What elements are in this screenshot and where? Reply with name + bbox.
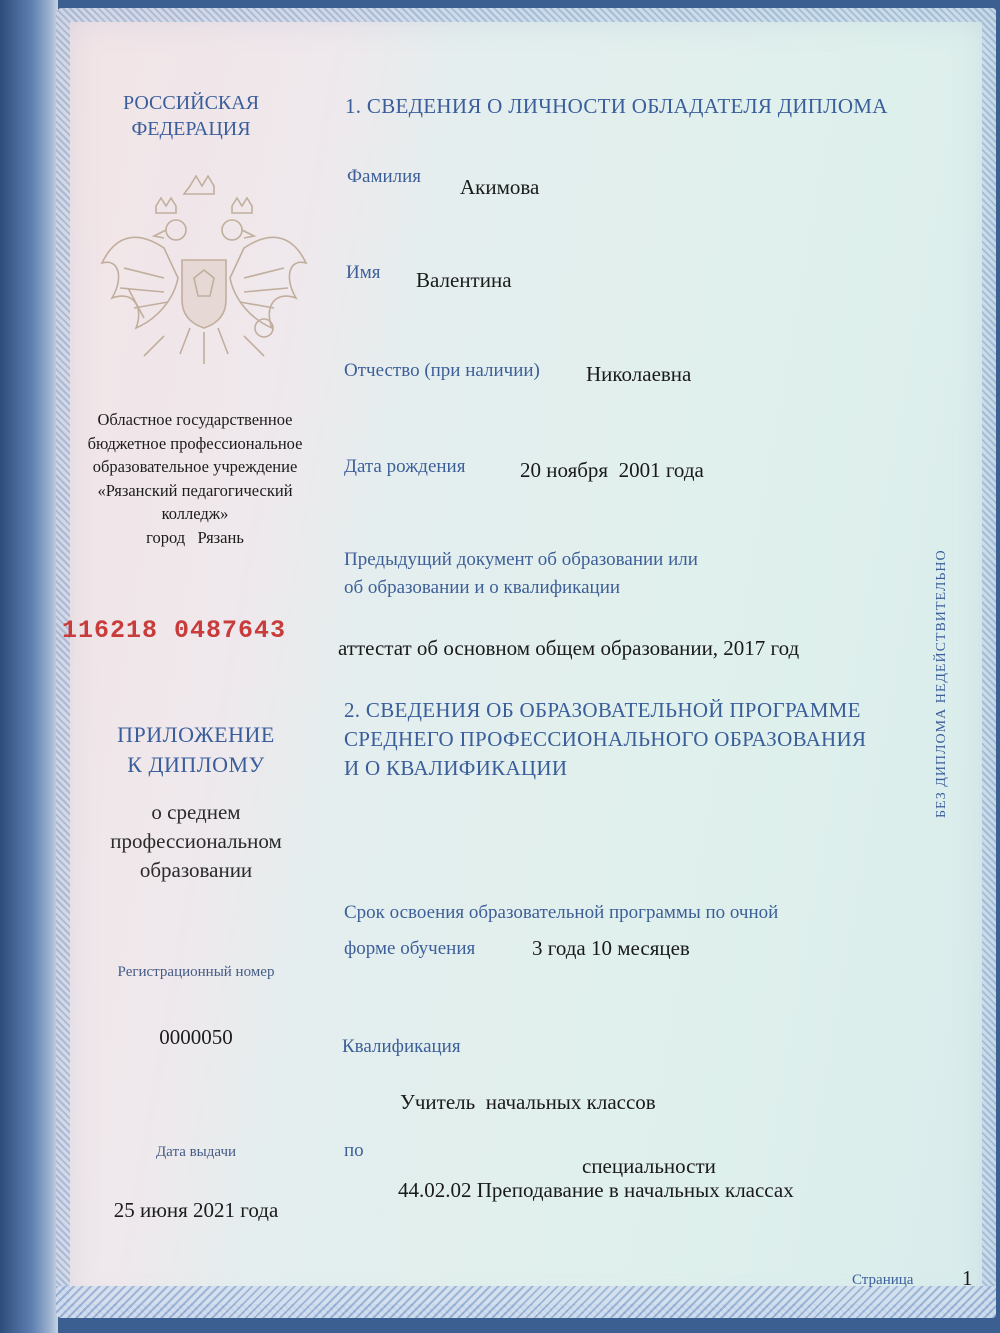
validity-notice-vertical: БЕЗ ДИПЛОМА НЕДЕЙСТВИТЕЛЬНО [934,549,949,818]
specialty-value: 44.02.02 Преподавание в начальных классах [398,1178,794,1202]
section-2-title-line: СРЕДНЕГО ПРОФЕССИОНАЛЬНОГО ОБРАЗОВАНИЯ [344,727,867,751]
by-label: по [344,1140,364,1161]
org-line: образовательное учреждение [92,457,298,476]
org-line: колледж» [161,504,229,523]
previous-document-value: аттестат об основном общем образовании, 2017 год [338,636,800,660]
org-line: «Рязанский педагогический [97,480,293,500]
org-line: бюджетное профессиональное [87,433,303,453]
study-duration-value: 3 года 10 месяцев [532,936,690,960]
page-number: 1 [962,1266,973,1290]
qualification-label: Квалификация [342,1036,461,1057]
patronymic-label: Отчество (при наличии) [344,360,540,381]
appendix-line-1: ПРИЛОЖЕНИЕ [117,722,275,747]
diploma-appendix-page [56,8,996,1318]
surname-label: Фамилия [347,166,422,187]
page-label: Страница [852,1272,914,1288]
surname-value: Акимова [460,175,540,199]
section-2-title-line: 2. СВЕДЕНИЯ ОБ ОБРАЗОВАТЕЛЬНОЙ ПРОГРАММЕ [344,698,861,722]
registration-number: 0000050 [159,1025,233,1049]
qualification-value: Учитель начальных классов [400,1090,656,1114]
name-label: Имя [346,262,381,283]
section-2-title [344,696,866,783]
education-level-line: о среднем [151,800,241,824]
education-level-line: профессиональном [110,829,282,853]
issuing-organization [56,408,334,549]
birth-date-value: 20 ноября 2001 года [520,458,704,482]
study-duration-label-line-2: форме обучения [344,938,476,959]
appendix-title [96,720,296,780]
education-level-line: образовании [139,858,253,882]
name-value: Валентина [416,268,512,292]
document-cover-edge [0,0,58,1333]
previous-document-label-line: об образовании и о квалификации [344,577,621,598]
previous-document-label [344,546,698,602]
appendix-line-2: К ДИПЛОМУ [127,752,265,777]
education-level [96,798,296,885]
study-duration-label-line-1: Срок освоения образовательной программы по очной [344,902,779,923]
issue-date: 25 июня 2021 года [113,1198,279,1222]
country-line-2: ФЕДЕРАЦИЯ [131,118,251,140]
birth-date-label: Дата рождения [344,456,466,477]
previous-document-label-line: Предыдущий документ об образовании или [344,549,698,570]
coat-of-arms-icon [94,168,314,378]
issue-date-label: Дата выдачи [155,1144,237,1160]
org-line: Областное государственное [97,410,293,429]
country-heading [116,90,266,142]
org-city: город Рязань [146,527,244,547]
registration-number-label: Регистрационный номер [117,964,275,980]
specialty-word: специальности [582,1154,716,1178]
section-2-title-line: И О КВАЛИФИКАЦИИ [344,756,568,780]
blank-serial-number: 116218 0487643 [62,616,287,645]
section-1-title: 1. СВЕДЕНИЯ О ЛИЧНОСТИ ОБЛАДАТЕЛЯ ДИПЛОМА [345,94,888,118]
patronymic-value: Николаевна [586,362,692,386]
bottom-guilloche-stripe [56,1286,996,1318]
country-line-1: РОССИЙСКАЯ [122,92,260,114]
